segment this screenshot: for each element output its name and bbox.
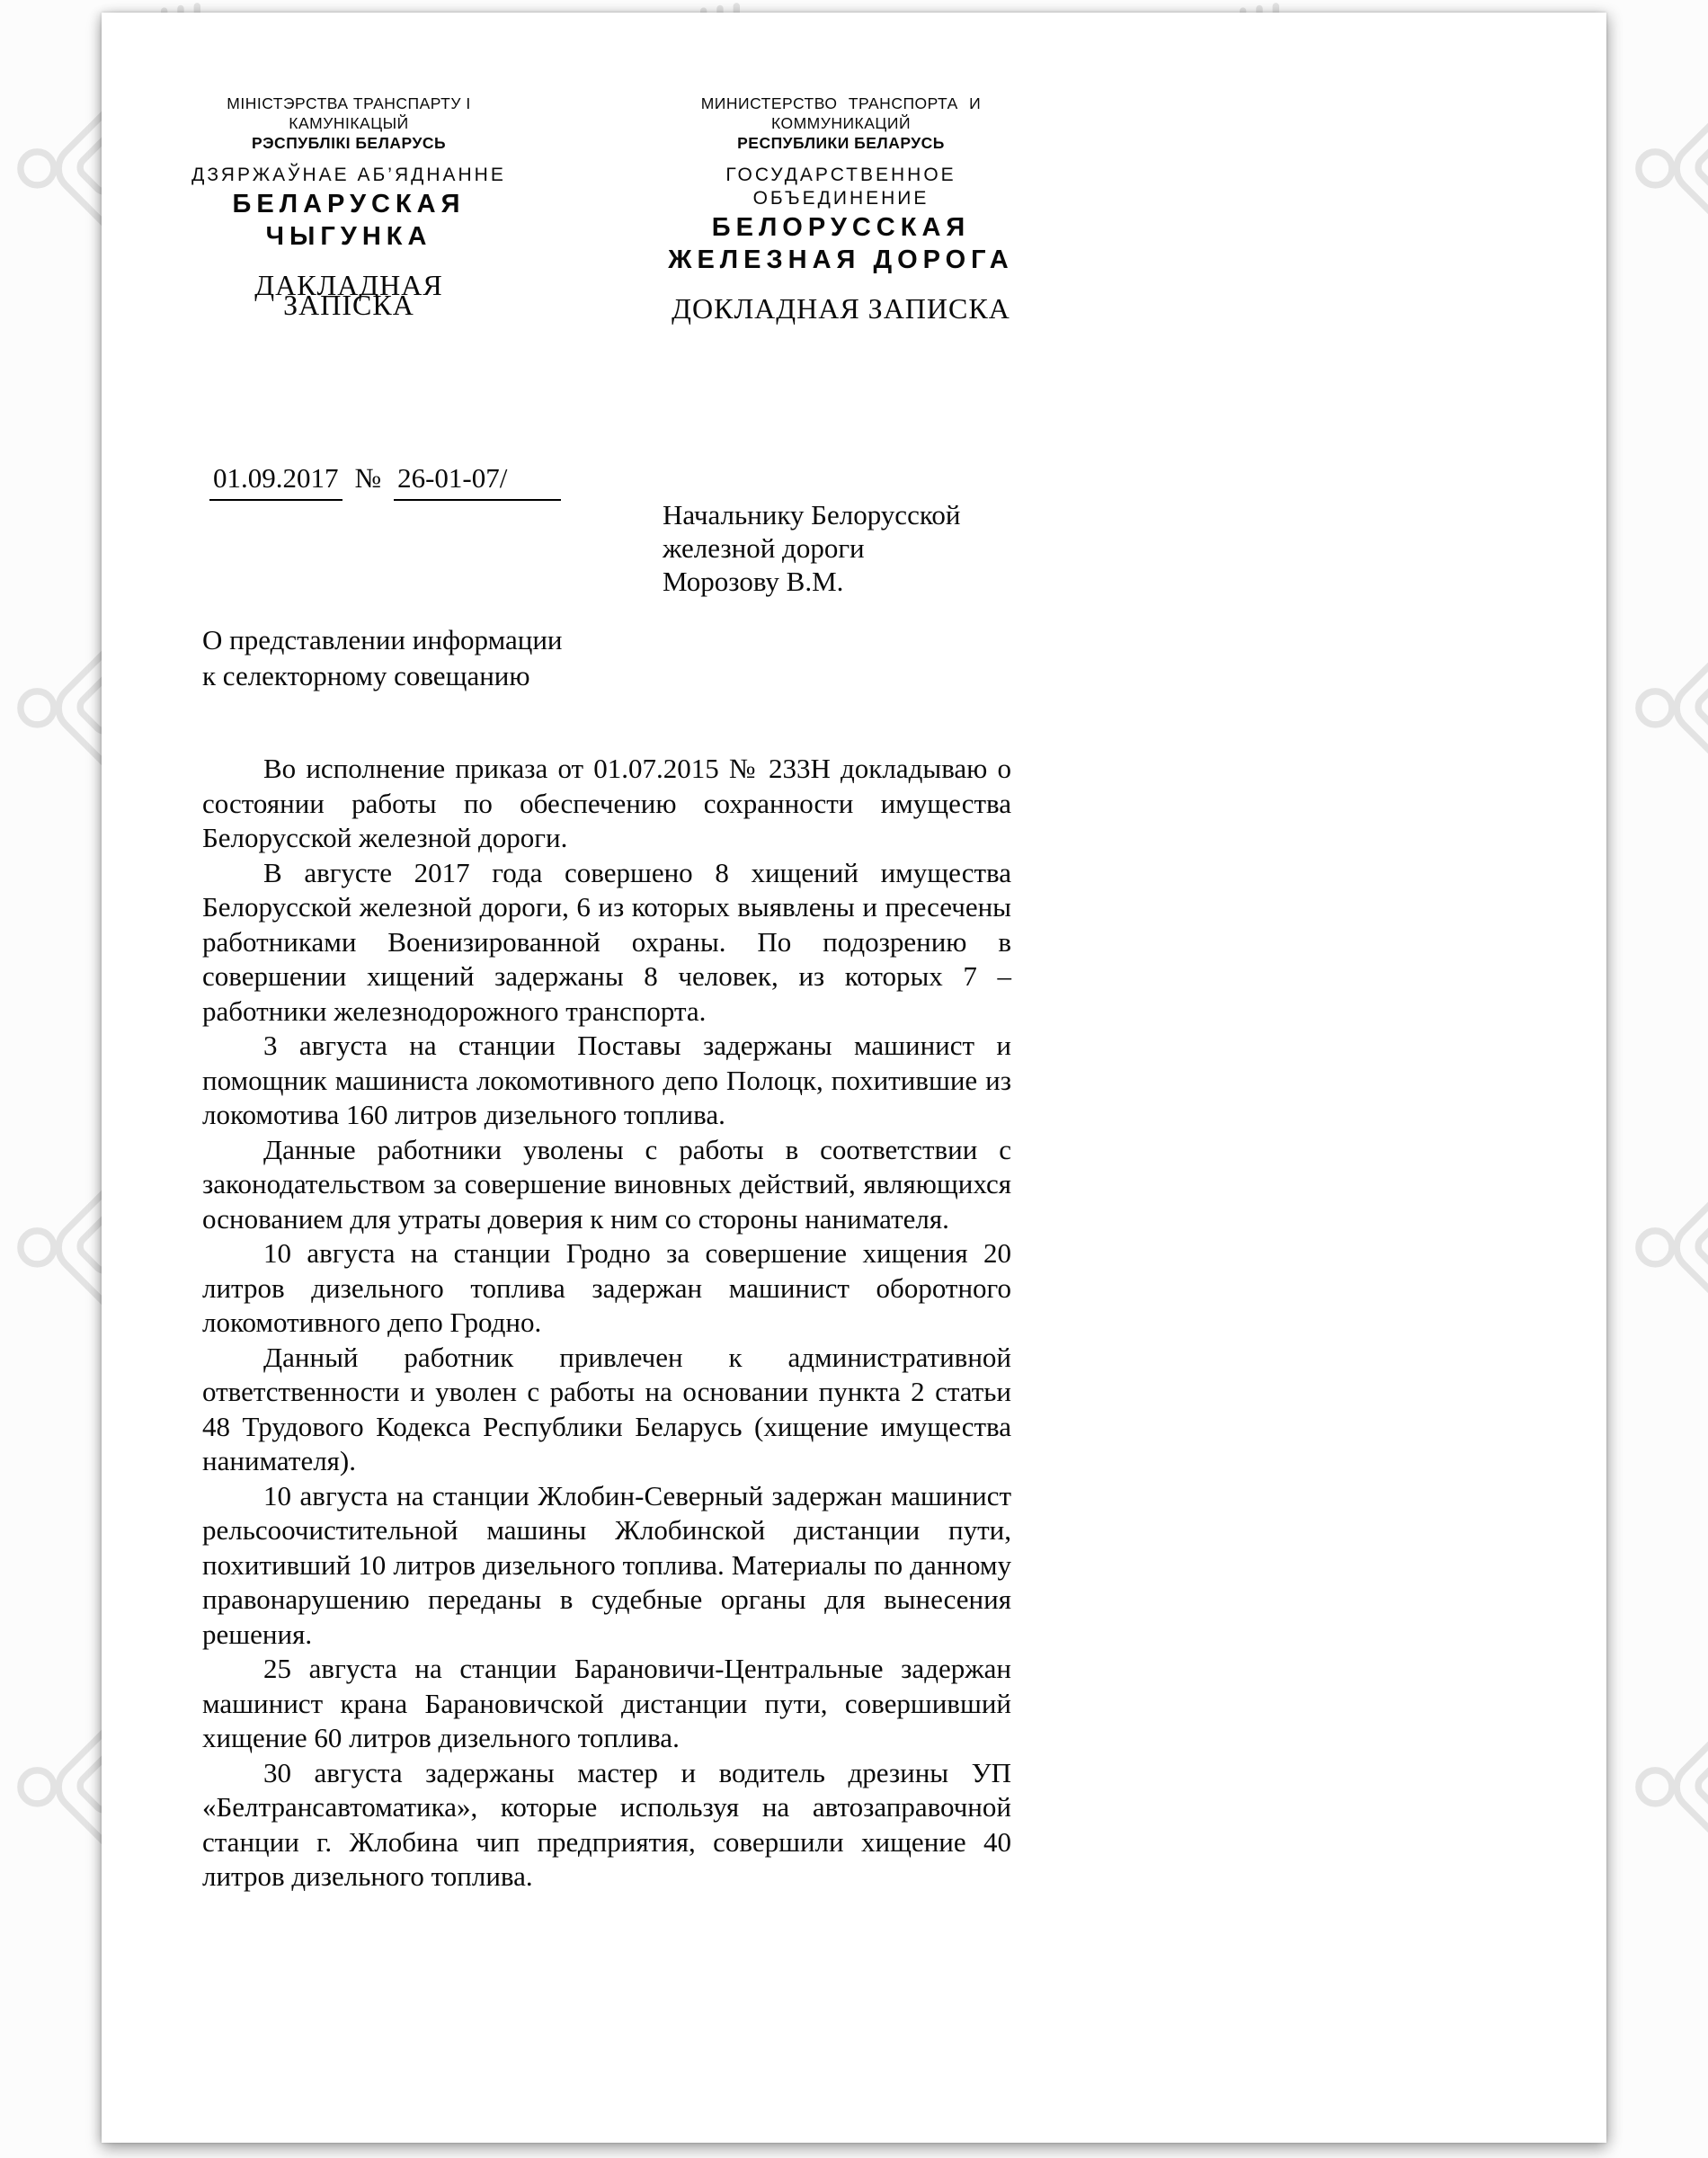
org-type-ru: ГОСУДАРСТВЕННОЕ ОБЪЕДИНЕНИЕ [725,165,956,209]
letterhead-russian [641,94,1041,325]
document-page [102,13,1606,2143]
body-paragraph: Данный работник привлечен к административной ответственности и уволен с работы на основании пункта 2 статьи 48 Трудового Кодекса Республики Беларусь (хищение имущества нанимателя). [202,1341,1011,1476]
addressee-block [663,498,960,598]
ministry-name-ru-line2: РЕСПУБЛИКИ БЕЛАРУСЬ [737,134,945,152]
org-name-ru-line1: БЕЛОРУССКАЯ [711,213,971,242]
document-number: 26-01-07/ [394,462,561,501]
doc-type-heading-by: ДАКЛАДНАЯ ЗАПІСКА [254,269,443,321]
letterhead-belarusian [187,94,511,321]
subject-line1: О представлении информации [202,624,563,655]
body-paragraph: Во исполнение приказа от 01.07.2015 № 233Н докладываю о состоянии работы по обеспечению сохранности имущества Белорусской железной дороги. [202,753,1011,853]
org-name-ru-line2: ЖЕЛЕЗНАЯ ДОРОГА [668,245,1014,274]
ministry-name-by-line2: РЭСПУБЛІКІ БЕЛАРУСЬ [251,134,447,152]
org-name-by-line2: ЧЫГУНКА [265,222,432,251]
ministry-name-ru-line1: МИНИСТЕРСТВО ТРАНСПОРТА И КОММУНИКАЦИЙ [700,94,982,132]
body-paragraph: В августе 2017 года совершено 8 хищений имущества Белорусской железной дороги, 6 из которых выявлены и пресечены работниками Военизированной охраны. По подозрению в совершении хищений задержаны 8 человек, из которых 7 – работники железнодорожного транспорта. [202,856,1011,1027]
body-paragraph: 25 августа на станции Барановичи-Центральные задержан машинист крана Барановичской дистанции пути, совершивший хищение 60 литров дизельного топлива. [202,1653,1011,1753]
ministry-name-by-line1: МІНІСТЭРСТВА ТРАНСПАРТУ І КАМУНІКАЦЫЙ [227,94,471,132]
subject-line2: к селекторному совещанию [202,660,530,691]
doc-type-heading-ru: ДОКЛАДНАЯ ЗАПИСКА [672,292,1010,325]
body-paragraph: 30 августа задержаны мастер и водитель дрезины УП «Белтрансавтоматика», которые используя на автозаправочной станции г. Жлобина чип предприятия, совершили хищение 40 литров дизельного топлива. [202,1756,1011,1892]
body-paragraph: 10 августа на станции Жлобин-Северный задержан машинист рельсоочистительной машины Жлобинской дистанции пути, похитивший 10 литров дизельного топлива. Материалы по данному правонарушению переданы в судебные органы для вынесения решения. [202,1479,1011,1650]
reference-line [209,462,561,501]
body-paragraph: 3 августа на станции Поставы задержаны машинист и помощник машиниста локомотивного депо Полоцк, похитившие из локомотива 160 литров дизельного топлива. [202,1030,1011,1130]
number-sign: № [354,462,382,494]
body-text [202,752,1011,1895]
org-name-by-line1: БЕЛАРУСКАЯ [232,190,466,218]
addressee-line1: Начальнику Белорусской [663,499,961,531]
document-date: 01.09.2017 [209,462,342,501]
body-paragraph: Данные работники уволены с работы в соответствии с законодательством за совершение виновных действий, являющихся основанием для утраты доверия к ним со стороны нанимателя. [202,1133,1011,1235]
org-type-by: ДЗЯРЖАЎНАЕ АБ’ЯДНАННЕ [191,165,506,185]
subject-block [202,622,563,694]
addressee-line3: Морозову В.М. [663,566,844,597]
body-paragraph: 10 августа на станции Гродно за совершение хищения 20 литров дизельного топлива задержан машинист оборотного локомотивного депо Гродно. [202,1237,1011,1338]
addressee-line2: железной дороги [663,532,865,564]
